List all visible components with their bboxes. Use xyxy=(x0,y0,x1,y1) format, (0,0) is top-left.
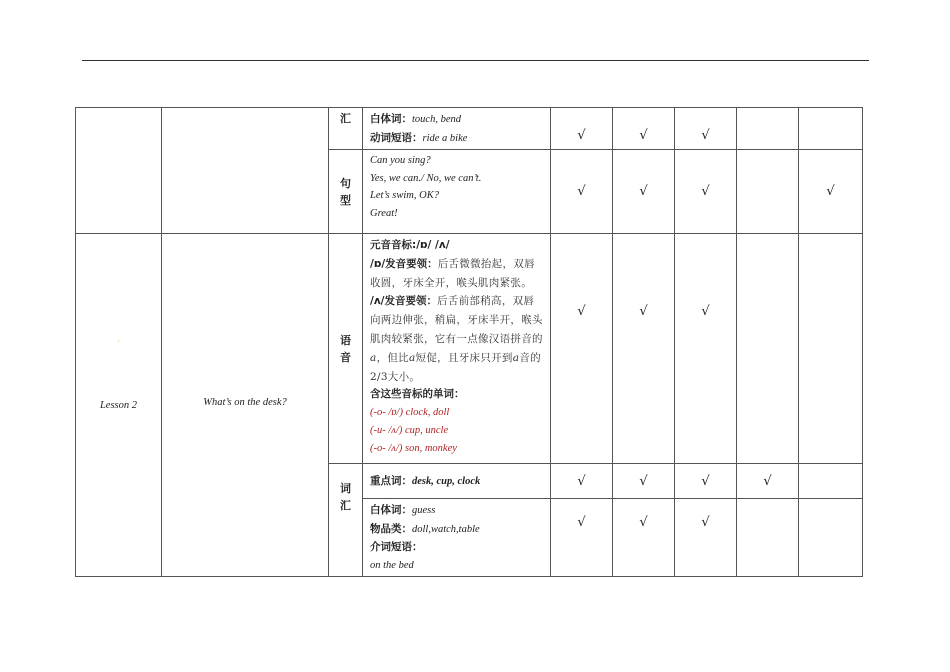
content-cell: 重点词：desk, cup, clock xyxy=(363,464,551,499)
syllabus-table xyxy=(75,107,863,577)
table-row xyxy=(76,234,863,464)
empty-lesson-cell xyxy=(76,108,162,234)
category-cell: 句 型 xyxy=(329,150,363,234)
check-cell: √ xyxy=(675,108,737,150)
check-cell xyxy=(737,234,799,464)
phonics-example: (-u- /ʌ/) cup, uncle xyxy=(370,424,449,436)
dot-mark: · xyxy=(117,337,120,346)
check-cell: √ xyxy=(675,499,737,577)
check-cell: √ xyxy=(551,234,613,464)
table-row xyxy=(76,108,863,150)
check-cell xyxy=(737,150,799,234)
phonics-content-cell: 元音音标:/ɒ/ /ʌ/ /ɒ/发音要领：后舌微微抬起，双唇收圆，牙床全开，喉头肌肉紧张。 /ʌ/发音要领：后舌前部稍高，双唇向两边伸张，稍扁，牙床半开，喉头肌肉较紧张，它有一点像汉语拼音的a，但比a短促，且牙床只开到a音的2/3大小。 含这些音标的单词： (-o- /ɒ/) clock, doll (-u- /ʌ/) cup, uncle (-o- /ʌ/) son, monkey xyxy=(363,234,551,464)
check-cell xyxy=(799,234,863,464)
check-cell xyxy=(737,108,799,150)
check-cell: √ xyxy=(675,234,737,464)
check-cell xyxy=(799,108,863,150)
category-cell: 语 音 xyxy=(329,234,363,464)
check-cell: √ xyxy=(613,150,675,234)
lesson-name: · Lesson 2 xyxy=(76,234,162,577)
check-cell: √ xyxy=(551,499,613,577)
check-cell: √ xyxy=(613,108,675,150)
check-cell: √ xyxy=(799,150,863,234)
content-cell: 白体词：guess 物品类：doll,watch,table 介词短语： on the bed xyxy=(363,499,551,577)
header-rule xyxy=(82,60,869,61)
content-cell: 白体词：touch, bend 动词短语：ride a bike xyxy=(363,108,551,150)
empty-topic-cell xyxy=(162,108,329,234)
check-cell: √ xyxy=(551,150,613,234)
check-cell: √ xyxy=(737,464,799,499)
category-cell: 词 汇 xyxy=(329,464,363,577)
check-cell: √ xyxy=(675,464,737,499)
check-cell xyxy=(799,499,863,577)
phonics-example: (-o- /ʌ/) son, monkey xyxy=(370,442,457,454)
check-cell: √ xyxy=(551,464,613,499)
check-cell xyxy=(799,464,863,499)
lesson-topic: What’s on the desk? xyxy=(162,234,329,577)
check-cell: √ xyxy=(675,150,737,234)
check-cell xyxy=(737,499,799,577)
phonics-example: (-o- /ɒ/) clock, doll xyxy=(370,407,450,419)
check-cell: √ xyxy=(551,108,613,150)
check-cell: √ xyxy=(613,499,675,577)
category-cell: 汇 xyxy=(329,108,363,150)
check-cell: √ xyxy=(613,464,675,499)
check-cell: √ xyxy=(613,234,675,464)
content-cell: Can you sing? Yes, we can./ No, we can’t. Let’s swim, OK? Great! xyxy=(363,150,551,234)
